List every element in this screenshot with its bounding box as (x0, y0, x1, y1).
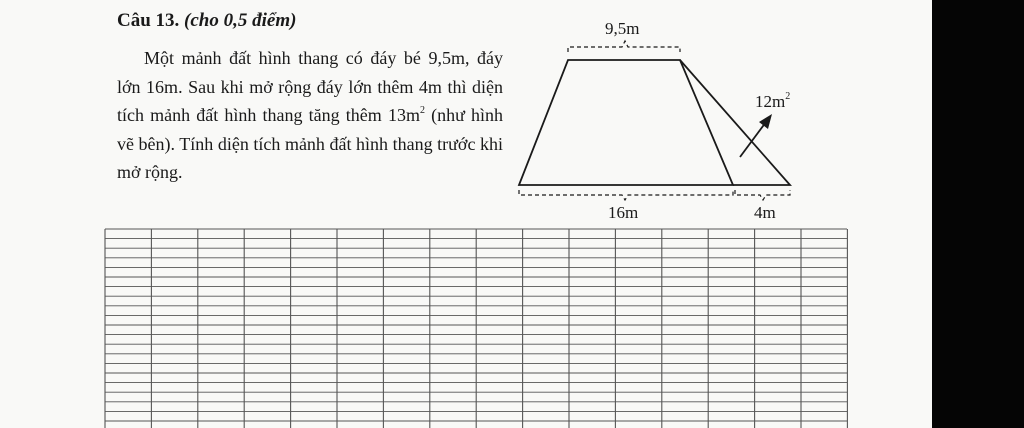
question-points: (cho 0,5 điểm) (184, 10, 297, 31)
problem-text-part-1: Một mảnh đất hình thang có đáy bé 9,5m, đáy lớn 16m. Sau khi mở rộng đáy lớn thêm 4m thì diện tích mảnh đất hình thang tăng thêm 13m (117, 48, 503, 126)
dark-border (932, 0, 1024, 428)
extension-label: 4m (754, 203, 776, 222)
top-base-label: 9,5m (605, 19, 640, 38)
grid-vertical-lines (105, 229, 847, 428)
area-label-sup: 2 (785, 91, 791, 102)
problem-unit-superscript: 2 (419, 105, 425, 117)
area-label-value: 12m (755, 92, 786, 111)
problem-text-part-2: (như hình vẽ bên). Tính diện tích mảnh đất hình thang trước khi mở rộng. (117, 105, 503, 183)
bottom-base-label: 16m (608, 203, 639, 222)
question-number: Câu 13. (117, 10, 180, 31)
